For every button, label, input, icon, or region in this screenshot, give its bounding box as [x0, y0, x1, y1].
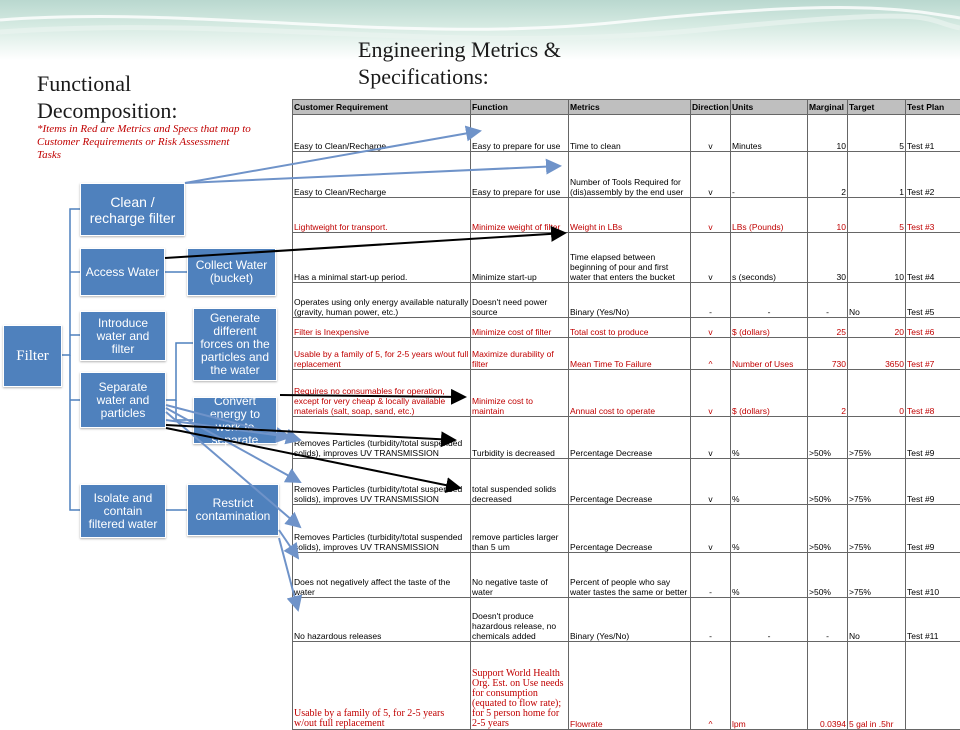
- cell-test-plan: Test #9: [906, 459, 960, 505]
- cell-target: 5: [848, 115, 906, 152]
- cell-customer-requirement: Does not negatively affect the taste of the water: [293, 553, 471, 598]
- cell-direction: v: [691, 370, 731, 417]
- table-row: [293, 417, 960, 459]
- cell-test-plan: Test #9: [906, 505, 960, 553]
- cell-direction: -: [691, 553, 731, 598]
- table-row: [293, 233, 960, 283]
- cell-function: total suspended solids decreased: [471, 459, 569, 505]
- cell-test-plan: Test #3: [906, 198, 960, 233]
- cell-units: %: [731, 417, 808, 459]
- cell-target: >75%: [848, 417, 906, 459]
- cell-test-plan: [906, 642, 960, 730]
- cell-target: 3650: [848, 338, 906, 370]
- cell-units: $ (dollars): [731, 318, 808, 338]
- cell-units: lpm: [731, 642, 808, 730]
- cell-test-plan: Test #1: [906, 115, 960, 152]
- table-row: [293, 115, 960, 152]
- cell-metrics: Number of Tools Required for (dis)assembly by the end user: [569, 152, 691, 198]
- cell-test-plan: Test #10: [906, 553, 960, 598]
- cell-marginal: 2: [808, 370, 848, 417]
- cell-target: No: [848, 283, 906, 318]
- cell-units: -: [731, 152, 808, 198]
- cell-metrics: Percent of people who say water tastes the same or better: [569, 553, 691, 598]
- cell-customer-requirement: Removes Particles (turbidity/total suspended solids), improves UV TRANSMISSION: [293, 505, 471, 553]
- table-header-row: [293, 100, 960, 115]
- cell-metrics: Time to clean: [569, 115, 691, 152]
- cell-direction: v: [691, 152, 731, 198]
- table-row: [293, 370, 960, 417]
- cell-target: 5 gal in .5hr: [848, 642, 906, 730]
- table-row: [293, 642, 960, 730]
- cell-function: Minimize cost of filter: [471, 318, 569, 338]
- table-row: [293, 338, 960, 370]
- cell-test-plan: Test #5: [906, 283, 960, 318]
- table-row: [293, 318, 960, 338]
- cell-units: Minutes: [731, 115, 808, 152]
- cell-marginal: -: [808, 283, 848, 318]
- tree-introduce-water-filter: Introduce water and filter: [80, 311, 166, 361]
- table-row: [293, 505, 960, 553]
- cell-target: 5: [848, 198, 906, 233]
- cell-target: 0: [848, 370, 906, 417]
- cell-metrics: Mean Time To Failure: [569, 338, 691, 370]
- cell-marginal: >50%: [808, 505, 848, 553]
- cell-customer-requirement: Usable by a family of 5, for 2-5 years w/out full replacement: [293, 338, 471, 370]
- cell-function: No negative taste of water: [471, 553, 569, 598]
- header-marginal: Marginal: [808, 100, 848, 115]
- table-row: [293, 459, 960, 505]
- cell-metrics: Binary (Yes/No): [569, 283, 691, 318]
- cell-target: 10: [848, 233, 906, 283]
- specs-table: [292, 99, 960, 730]
- cell-target: >75%: [848, 553, 906, 598]
- cell-test-plan: Test #6: [906, 318, 960, 338]
- cell-marginal: 2: [808, 152, 848, 198]
- tree-separate-water-particles: Separate water and particles: [80, 372, 166, 428]
- table-row: [293, 598, 960, 642]
- cell-marginal: >50%: [808, 459, 848, 505]
- table-row: [293, 152, 960, 198]
- cell-direction: -: [691, 598, 731, 642]
- cell-units: $ (dollars): [731, 370, 808, 417]
- cell-customer-requirement: Removes Particles (turbidity/total suspended solids), improves UV TRANSMISSION: [293, 459, 471, 505]
- cell-direction: ^: [691, 338, 731, 370]
- cell-customer-requirement: No hazardous releases: [293, 598, 471, 642]
- cell-test-plan: Test #11: [906, 598, 960, 642]
- cell-marginal: -: [808, 598, 848, 642]
- tree-convert-energy: Convert energy to work to separate: [193, 397, 277, 444]
- cell-units: s (seconds): [731, 233, 808, 283]
- cell-metrics: Percentage Decrease: [569, 417, 691, 459]
- header-function: Function: [471, 100, 569, 115]
- cell-function: Minimize weight of filter: [471, 198, 569, 233]
- cell-target: 20: [848, 318, 906, 338]
- cell-units: -: [731, 598, 808, 642]
- cell-metrics: Binary (Yes/No): [569, 598, 691, 642]
- tree-restrict-contamination: Restrict contamination: [187, 484, 279, 536]
- cell-function: remove particles larger than 5 um: [471, 505, 569, 553]
- cell-marginal: 30: [808, 233, 848, 283]
- red-items-note: *Items in Red are Metrics and Specs that map to Customer Requirements or Risk Assessment Tasks: [37, 123, 252, 162]
- functional-title: Functional Decomposition:: [37, 70, 257, 124]
- cell-test-plan: Test #9: [906, 417, 960, 459]
- cell-customer-requirement: Filter is Inexpensive: [293, 318, 471, 338]
- tree-root-filter: Filter: [3, 325, 62, 387]
- cell-test-plan: Test #7: [906, 338, 960, 370]
- table-row: [293, 553, 960, 598]
- cell-marginal: 10: [808, 115, 848, 152]
- tree-clean-recharge-filter: Clean / recharge filter: [80, 183, 185, 236]
- header-test-plan: Test Plan: [906, 100, 960, 115]
- cell-direction: -: [691, 283, 731, 318]
- cell-target: 1: [848, 152, 906, 198]
- cell-metrics: Percentage Decrease: [569, 505, 691, 553]
- engineering-title: Engineering Metrics & Specifications:: [358, 36, 658, 90]
- cell-direction: ^: [691, 642, 731, 730]
- cell-units: Number of Uses: [731, 338, 808, 370]
- header-customer-requirement: Customer Requirement: [293, 100, 471, 115]
- cell-customer-requirement: Has a minimal start-up period.: [293, 233, 471, 283]
- cell-metrics: Total cost to produce: [569, 318, 691, 338]
- cell-units: LBs (Pounds): [731, 198, 808, 233]
- header-metrics: Metrics: [569, 100, 691, 115]
- tree-access-water: Access Water: [80, 248, 165, 296]
- cell-marginal: 25: [808, 318, 848, 338]
- cell-metrics: Annual cost to operate: [569, 370, 691, 417]
- header-target: Target: [848, 100, 906, 115]
- tree-isolate-contain-water: Isolate and contain filtered water: [80, 484, 166, 538]
- cell-function: Easy to prepare for use: [471, 152, 569, 198]
- cell-direction: v: [691, 115, 731, 152]
- cell-metrics: Weight in LBs: [569, 198, 691, 233]
- cell-direction: v: [691, 198, 731, 233]
- cell-metrics: Percentage Decrease: [569, 459, 691, 505]
- cell-test-plan: Test #8: [906, 370, 960, 417]
- cell-target: No: [848, 598, 906, 642]
- cell-units: -: [731, 283, 808, 318]
- cell-units: %: [731, 505, 808, 553]
- cell-target: >75%: [848, 505, 906, 553]
- cell-function: Doesn't need power source: [471, 283, 569, 318]
- cell-marginal: >50%: [808, 553, 848, 598]
- cell-function: Maximize durability of filter: [471, 338, 569, 370]
- cell-test-plan: Test #4: [906, 233, 960, 283]
- cell-customer-requirement: Requires no consumables for operation, except for very cheap & locally available materials (salt, soap, sand, etc.): [293, 370, 471, 417]
- cell-marginal: 10: [808, 198, 848, 233]
- cell-function: Support World Health Org. Est. on Use needs for consumption (equated to flow rate); for 5 person home for 2-5 years: [471, 642, 569, 730]
- cell-direction: v: [691, 318, 731, 338]
- cell-direction: v: [691, 233, 731, 283]
- tree-generate-forces: Generate different forces on the particles and the water: [193, 308, 277, 381]
- cell-marginal: 730: [808, 338, 848, 370]
- cell-function: Minimize cost to maintain: [471, 370, 569, 417]
- cell-target: >75%: [848, 459, 906, 505]
- tree-collect-water-bucket: Collect Water (bucket): [187, 248, 276, 296]
- cell-function: Minimize start-up: [471, 233, 569, 283]
- cell-metrics: Flowrate: [569, 642, 691, 730]
- cell-units: %: [731, 553, 808, 598]
- cell-marginal: 0.0394: [808, 642, 848, 730]
- cell-customer-requirement: Removes Particles (turbidity/total suspended solids), improves UV TRANSMISSION: [293, 417, 471, 459]
- cell-customer-requirement: Usable by a family of 5, for 2-5 years w/out full replacement: [293, 642, 471, 730]
- cell-test-plan: Test #2: [906, 152, 960, 198]
- cell-function: Doesn't produce hazardous release, no chemicals added: [471, 598, 569, 642]
- cell-marginal: >50%: [808, 417, 848, 459]
- cell-customer-requirement: Lightweight for transport.: [293, 198, 471, 233]
- cell-customer-requirement: Easy to Clean/Recharge: [293, 115, 471, 152]
- cell-direction: v: [691, 505, 731, 553]
- cell-function: Easy to prepare for use: [471, 115, 569, 152]
- cell-customer-requirement: Easy to Clean/Recharge: [293, 152, 471, 198]
- table-row: [293, 198, 960, 233]
- table-row: [293, 283, 960, 318]
- cell-metrics: Time elapsed between beginning of pour and first water that enters the bucket: [569, 233, 691, 283]
- cell-customer-requirement: Operates using only energy available naturally (gravity, human power, etc.): [293, 283, 471, 318]
- cell-direction: v: [691, 459, 731, 505]
- cell-units: %: [731, 459, 808, 505]
- cell-function: Turbidity is decreased: [471, 417, 569, 459]
- cell-direction: v: [691, 417, 731, 459]
- header-direction: Direction: [691, 100, 731, 115]
- header-units: Units: [731, 100, 808, 115]
